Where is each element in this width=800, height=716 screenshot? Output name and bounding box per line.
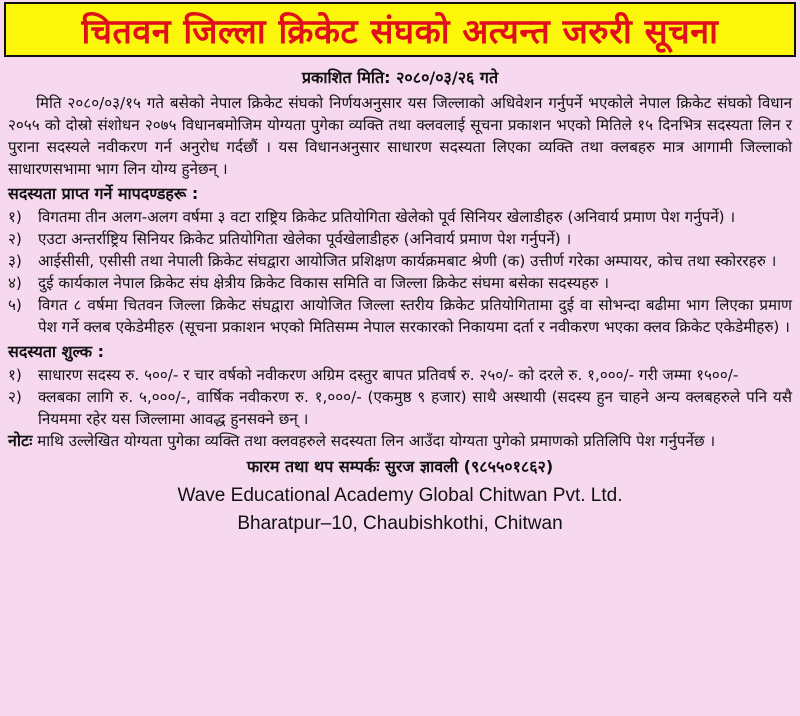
note-label: नोटः [8,431,33,450]
notice-title: चितवन जिल्ला क्रिकेट संघको अत्यन्त जरुरी सूचना [81,11,719,52]
item-number: ५) [8,296,22,314]
criteria-list [8,206,792,338]
company-address: Bharatpur–10, Chaubishkothi, Chitwan [237,513,563,534]
company-name: Wave Educational Academy Global Chitwan Pvt. Ltd. [177,485,623,506]
item-text: क्लबका लागि रु. ५,०००/-, वार्षिक नवीकरण रु. १,०००/- (एकमुष्ठ ९ हजार) साथै अस्थायी (सदस्य हुन चाहने अन्य क्लबहरुले पनि यसै नियममा रहेर यस जिल्लामा आवद्ध हुनसक्ने छन् । [38,388,792,428]
item-number: १) [8,366,22,384]
note-text: माथि उल्लेखित योग्यता पुगेका व्यक्ति तथा क्लवहरुले सदस्यता लिन आउँदा योग्यता पुगेको प्रमाणको प्रतिलिपि पेश गर्नुपर्नेछ । [32,432,716,450]
title-banner [4,2,796,57]
item-text: आईसीसी, एसीसी तथा नेपाली क्रिकेट संघद्वारा आयोजित प्रशिक्षण कार्यक्रमबाट श्रेणी (क) उत्तीर्ण गरेका अम्पायर, कोच तथा स्कोररहरु । [38,252,777,270]
fees-heading: सदस्यता शुल्क : [8,342,105,361]
item-text: विगतमा तीन अलग-अलग वर्षमा ३ वटा राष्ट्रिय क्रिकेट प्रतियोगिता खेलेको पूर्व सिनियर खेलाडीहरु (अनिवार्य प्रमाण पेश गर्नुपर्ने) । [38,208,736,226]
item-text: एउटा अन्तर्राष्ट्रिय सिनियर क्रिकेट प्रतियोगिता खेलेका पूर्वखेलाडीहरु (अनिवार्य प्रमाण पेश गर्नुपर्ने) । [38,230,572,248]
notice-body [8,92,792,538]
item-number: २) [8,388,22,406]
criteria-item [8,250,792,272]
fee-item [8,386,792,430]
published-date: प्रकाशित मिति: २०८०/०३/२६ गते [301,68,499,87]
contact-line: फारम तथा थप सम्पर्कः सुरज ज्ञावली (९८५५०१८६२) [246,457,554,476]
criteria-item [8,272,792,294]
criteria-item [8,294,792,338]
intro-paragraph: मिति २०८०/०३/१५ गते बसेको नेपाल क्रिकेट संघको निर्णयअनुसार यस जिल्लाको अधिवेशन गर्नुपर्ने भएकोले नेपाल क्रिकेट संघको विधान २०५५ को दोस्रो संशोधन २०७५ विधानबमोजिम योग्यता पुगेका व्यक्ति तथा क्लवलाई सूचना प्रकाशन भएको मितिले १५ दिनभित्र सदस्यता लिन र पुराना सदस्यले नवीकरण गर्न अनुरोध गर्दछौं । यस विधानअनुसार साधारण सदस्यता लिएका व्यक्ति तथा क्लबहरु मात्र आगामी जिल्लाको साधारणसभामा भाग लिन योग्य हुनेछन् । [8,94,792,178]
item-number: ३) [8,252,22,270]
item-number: २) [8,230,22,248]
criteria-item [8,228,792,250]
item-text: दुई कार्यकाल नेपाल क्रिकेट संघ क्षेत्रीय क्रिकेट विकास समिति वा जिल्ला क्रिकेट संघमा बसेका सदस्यहरु । [38,274,610,292]
item-number: ४) [8,274,22,292]
item-text: साधारण सदस्य रु. ५००/- र चार वर्षको नवीकरण अग्रिम दस्तुर बापत प्रतिवर्ष रु. २५०/- को दरले रु. १,०००/- गरी जम्मा १५००/- [38,366,739,384]
criteria-item [8,206,792,228]
item-text: विगत ८ वर्षमा चितवन जिल्ला क्रिकेट संघद्वारा आयोजित जिल्ला स्तरीय क्रिकेट प्रतियोगितामा दुई वा सोभन्दा बढीमा भाग लिएका प्रमाण पेश गर्ने क्लब एकेडेमीहरु (सूचना प्रकाशन भएको मितिसम्म नेपाल सरकारको निकायमा दर्ता र नवीकरण भएका क्लव क्रिकेट एकेडेमीहरु) । [38,296,792,336]
criteria-heading: सदस्यता प्राप्त गर्ने मापदण्डहरू : [8,184,199,203]
item-number: १) [8,208,22,226]
fees-list [8,364,792,430]
fee-item [8,364,792,386]
note-paragraph [8,430,792,452]
